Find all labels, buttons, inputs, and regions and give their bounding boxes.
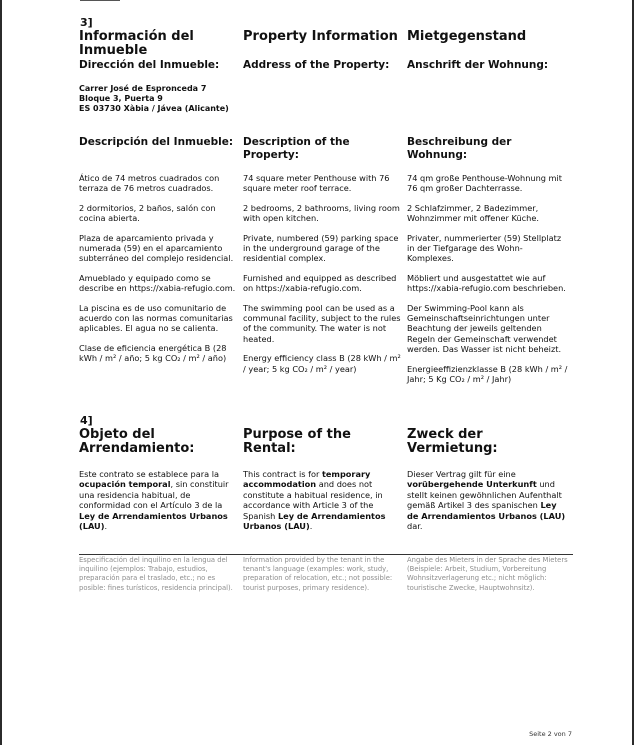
description-column-en bbox=[243, 173, 407, 394]
section-3-titles bbox=[79, 30, 573, 58]
desc-es-paragraph: La piscina es de uso comunitario de acuerdo con las normas comunitarias aplicables. El agua no se calienta. bbox=[79, 302, 233, 334]
section-4-title-de: Zweck der Vermietung: bbox=[407, 427, 498, 456]
tenant-notes bbox=[79, 556, 573, 593]
purpose-text-de: Dieser Vertrag gilt für eine vorübergehende Unterkunft und stellt keinen gewöhnlichen Aufenthalt gemäß Artikel 3 des spanischen Ley de Arrendamientos Urbanos (LAU) dar. bbox=[407, 469, 566, 532]
address-labels bbox=[79, 59, 573, 72]
address-label-es: Dirección del Inmueble: bbox=[79, 59, 220, 71]
rental-purpose-text bbox=[79, 469, 573, 540]
section-3-title-es: Información del Inmueble bbox=[79, 29, 194, 58]
desc-de-paragraph: Privater, nummerierter (59) Stellplatz in der Tiefgarage des Wohn-Komplexes. bbox=[407, 232, 562, 264]
property-address bbox=[79, 84, 243, 114]
desc-es-paragraph: Clase de eficiencia energética B (28 kWh / m² / año; 5 kg CO₂ / m² / año) bbox=[79, 342, 227, 364]
desc-de-paragraph: Der Swimming-Pool kann als Gemeinschaftseinrichtungen unter Beachtung der jeweils geltenden Regeln der Gemeinschaft verwendet werden. Das Wasser ist nicht beheizt. bbox=[407, 302, 562, 355]
description-column-de bbox=[407, 173, 573, 394]
description-column-es bbox=[79, 173, 243, 394]
address-label-en: Address of the Property: bbox=[243, 59, 390, 71]
tenant-note-en: Information provided by the tenant in the tenant's language (examples: work, study, preparation of relocation, etc.; not possible: tourist purposes, primary residence). bbox=[243, 556, 393, 592]
desc-es-paragraph: Amueblado y equipado como se describe en https://xabia-refugio.com. bbox=[79, 272, 236, 294]
section-4-title-en: Purpose of the Rental: bbox=[243, 427, 351, 456]
tenant-note-de: Angabe des Mieters in der Sprache des Mieters (Beispiele: Arbeit, Studium, Vorbereitung Wohnsitzverlagerung etc.; nicht möglich: touristische Zwecke, Hauptwohnsitz). bbox=[407, 556, 568, 592]
section-3-title-en: Property Information bbox=[243, 29, 398, 44]
desc-en-paragraph: The swimming pool can be used as a communal facility, subject to the rules of the community. The water is not heated. bbox=[243, 302, 401, 344]
purpose-text-en: This contract is for temporary accommodation and does not constitute a habitual residence, in accordance with Article 3 of the Spanish Ley de Arrendamientos Urbanos (LAU). bbox=[243, 469, 386, 532]
address-line-1: Carrer José de Espronceda 7 bbox=[79, 84, 207, 93]
tenant-note-es: Especificación del inquilino en la lengua del inquilino (ejemplos: Trabajo, estudios, preparación para el traslado, etc.; no es posible: fines turísticos, residencia principal). bbox=[79, 556, 233, 592]
section-4-number: 4] bbox=[80, 414, 93, 427]
page-number: Seite 2 von 7 bbox=[529, 730, 572, 738]
desc-en-paragraph: Private, numbered (59) parking space in the underground garage of the residential complex. bbox=[243, 232, 399, 264]
desc-es-paragraph: Plaza de aparcamiento privada y numerada (59) en el aparcamiento subterráneo del complejo residencial. bbox=[79, 232, 234, 264]
desc-de-paragraph: 74 qm große Penthouse-Wohnung mit 76 qm großer Dachterrasse. bbox=[407, 173, 563, 194]
section-3-number: 3] bbox=[80, 16, 93, 29]
address-label-de: Anschrift der Wohnung: bbox=[407, 59, 549, 71]
purpose-text-es: Este contrato se establece para la ocupación temporal, sin constituir una residencia habitual, de conformidad con el Artículo 3 de la Ley de Arrendamientos Urbanos (LAU). bbox=[79, 469, 229, 532]
address-line-3: ES 03730 Xàbia / Jávea (Alicante) bbox=[79, 104, 229, 113]
description-labels bbox=[79, 136, 573, 162]
tenant-input-line bbox=[79, 554, 573, 555]
address-line-2: Bloque 3, Puerta 9 bbox=[79, 94, 163, 103]
description-text bbox=[79, 173, 573, 394]
desc-de-paragraph: Energieeffizienzklasse B (28 kWh / m² / Jahr; 5 Kg CO₂ / m² / Jahr) bbox=[407, 363, 568, 385]
desc-es-paragraph: Ático de 74 metros cuadrados con terraza de 76 metros cuadrados. bbox=[79, 173, 220, 194]
desc-de-paragraph: 2 Schlafzimmer, 2 Badezimmer, Wohnzimmer mit offener Küche. bbox=[407, 202, 539, 224]
header-rule bbox=[80, 0, 120, 1]
desc-es-paragraph: 2 dormitorios, 2 baños, salón con cocina abierta. bbox=[79, 202, 216, 224]
address-block bbox=[79, 84, 573, 114]
section-4-title-es: Objeto del Arrendamiento: bbox=[79, 427, 195, 456]
page-edge-left bbox=[0, 0, 2, 745]
desc-label-en: Description of the Property: bbox=[243, 136, 350, 161]
desc-en-paragraph: 2 bedrooms, 2 bathrooms, living room with open kitchen. bbox=[243, 202, 400, 224]
desc-de-paragraph: Möbliert und ausgestattet wie auf https://xabia-refugio.com beschrieben. bbox=[407, 272, 566, 294]
desc-en-paragraph: 74 square meter Penthouse with 76 square meter roof terrace. bbox=[243, 173, 390, 194]
section-4-titles bbox=[79, 428, 573, 456]
section-3-title-de: Mietgegenstand bbox=[407, 29, 527, 44]
desc-label-es: Descripción del Inmueble: bbox=[79, 136, 234, 148]
desc-en-paragraph: Furnished and equipped as described on https://xabia-refugio.com. bbox=[243, 272, 397, 294]
desc-en-paragraph: Energy efficiency class B (28 kWh / m² / year; 5 kg CO₂ / m² / year) bbox=[243, 353, 401, 374]
desc-label-de: Beschreibung der Wohnung: bbox=[407, 136, 512, 161]
